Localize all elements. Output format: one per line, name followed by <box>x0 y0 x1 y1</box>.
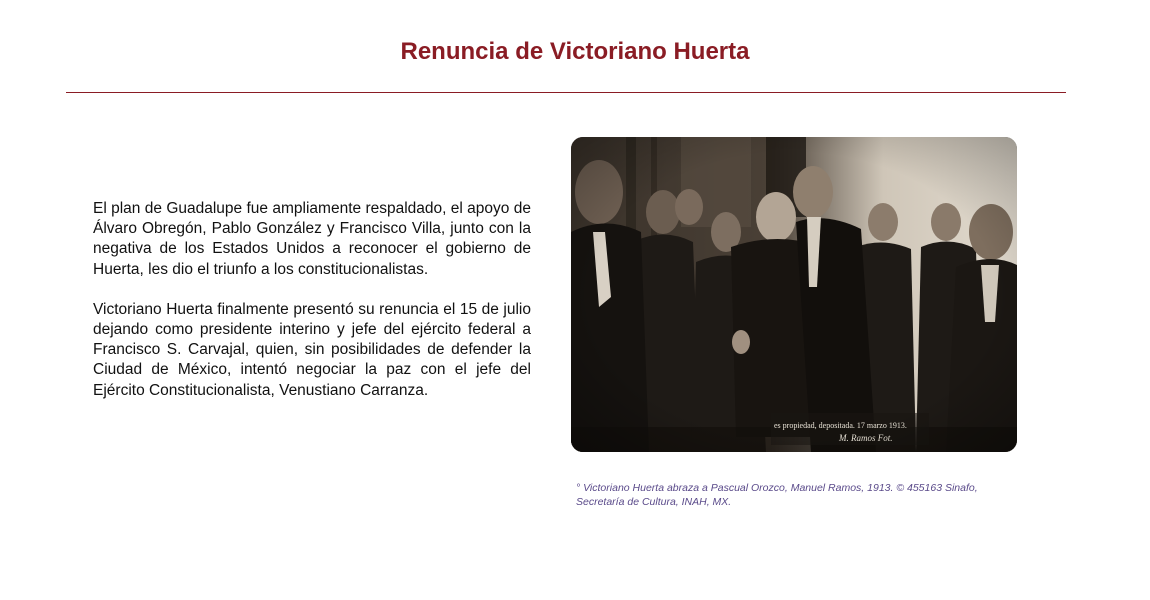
page-title: Renuncia de Victoriano Huerta <box>400 38 750 65</box>
article-body <box>93 199 531 421</box>
paragraph-2: Victoriano Huerta finalmente presentó su renuncia el 15 de julio dejando como presidente interino y jefe del ejército federal a Francisco S. Carvajal, quien, sin posibilidades de defender la Ciudad de México, intentó negociar la paz con el jefe del Ejército Constitucionalista, Venustiano Carranza. <box>93 300 531 399</box>
photo-caption: ° Victoriano Huerta abraza a Pascual Orozco, Manuel Ramos, 1913. © 455163 Sinafo, Secretaría de Cultura, INAH, MX. <box>576 482 978 508</box>
paragraph-1: El plan de Guadalupe fue ampliamente respaldado, el apoyo de Álvaro Obregón, Pablo González y Francisco Villa, junto con la negativa de los Estados Unidos a reconocer el gobierno de Huerta, les dio el triunfo a los constitucionalistas. <box>93 200 531 278</box>
title-divider <box>66 92 1066 93</box>
photo-illustration <box>571 137 1017 452</box>
historical-photo <box>571 137 1017 452</box>
